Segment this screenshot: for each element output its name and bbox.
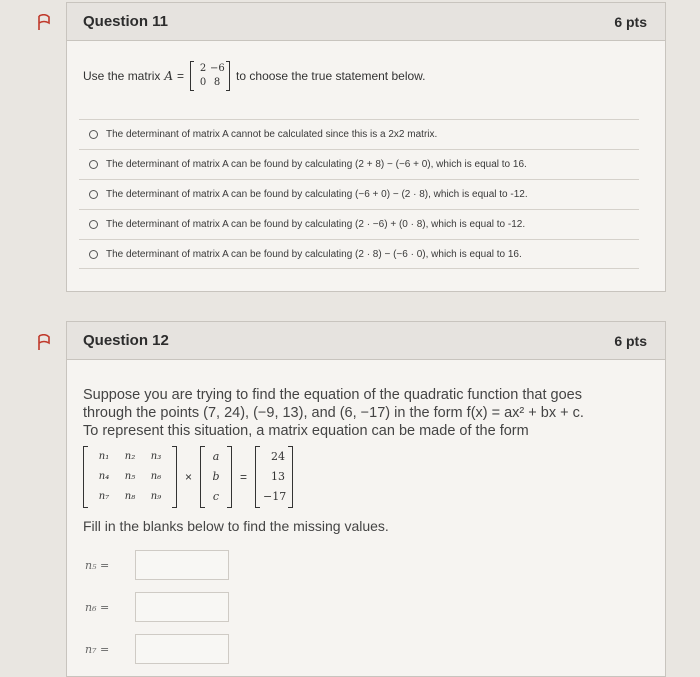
body-line: Suppose you are trying to find the equation of the quadratic function that goes [83, 387, 582, 403]
answer-option[interactable] [79, 149, 639, 179]
option-text: The determinant of matrix A can be found by calculating (2 · 8) − (−6 · 0), which is equal to 16. [106, 248, 522, 260]
vector-entry: −17 [263, 490, 287, 503]
blank-label: n₅ = [85, 558, 110, 572]
result-vector [263, 447, 285, 507]
matrix-equals: = [177, 69, 185, 83]
vector-entry: a [212, 450, 220, 463]
answer-options [79, 119, 639, 269]
radio-button[interactable] [89, 130, 98, 139]
matrix-entry: n₄ [98, 471, 110, 482]
prompt-after: to choose the true statement below. [236, 69, 426, 83]
coefficient-matrix [91, 447, 169, 507]
matrix-equation [83, 446, 293, 508]
matrix-entry: n₇ [98, 491, 110, 502]
flag-question-12-icon[interactable] [36, 334, 52, 352]
n7-input[interactable] [135, 634, 229, 664]
n5-input[interactable] [135, 550, 229, 580]
blank-label: n₆ = [85, 600, 110, 614]
vector-entry: 13 [271, 470, 286, 483]
option-text: The determinant of matrix A can be found by calculating (2 + 8) − (−6 + 0), which is equal to 16. [106, 159, 527, 170]
question-11-card [66, 2, 666, 292]
radio-button[interactable] [89, 250, 98, 259]
radio-button[interactable] [89, 220, 98, 229]
body-line: To represent this situation, a matrix equation can be made of the form [83, 423, 529, 439]
radio-button[interactable] [89, 160, 98, 169]
equals-sign: = [240, 470, 248, 484]
matrix-cell: −6 [210, 63, 225, 74]
matrix-entry: n₁ [98, 451, 110, 462]
question-11-header [67, 3, 665, 41]
option-text: The determinant of matrix A can be found by calculating (2 · −6) + (0 · 8), which is equal to -12. [106, 219, 526, 230]
matrix-a [190, 61, 230, 91]
body-line: through the points (7, 24), (−9, 13), and (6, −17) in the form f(x) = ax² + bx + c. [83, 405, 584, 421]
question-body [83, 386, 643, 440]
option-text: The determinant of matrix A cannot be calculated since this is a 2x2 matrix. [106, 129, 438, 140]
matrix-variable: A [164, 69, 174, 83]
matrix-cell: 2 [199, 63, 207, 74]
times-sign: × [185, 470, 193, 484]
question-points: 6 pts [614, 13, 647, 30]
matrix-entry: n₃ [150, 451, 162, 462]
blank-row-n5 [85, 550, 229, 580]
question-12-header [67, 322, 665, 360]
radio-button[interactable] [89, 190, 98, 199]
option-text: The determinant of matrix A can be found by calculating (−6 + 0) − (2 · 8), which is equal to -12. [106, 189, 528, 200]
matrix-cell: 8 [213, 77, 221, 88]
n6-input[interactable] [135, 592, 229, 622]
question-prompt [83, 61, 426, 91]
blank-row-n6 [85, 592, 229, 622]
prompt-before: Use the matrix [83, 69, 161, 83]
answer-option[interactable] [79, 179, 639, 209]
matrix-entry: n₂ [124, 451, 136, 462]
question-12-card [66, 321, 666, 677]
matrix-entry: n₆ [150, 471, 162, 482]
answer-option[interactable] [79, 119, 639, 149]
vector-entry: c [212, 490, 220, 503]
vector-entry: b [212, 470, 220, 483]
flag-question-11-icon[interactable] [36, 14, 52, 32]
answer-option[interactable] [79, 209, 639, 239]
question-title: Question 12 [83, 332, 169, 349]
question-title: Question 11 [83, 13, 169, 30]
matrix-cell: 0 [199, 77, 207, 88]
blank-row-n7 [85, 634, 229, 664]
answer-option[interactable] [79, 239, 639, 269]
matrix-entry: n₉ [150, 491, 162, 502]
matrix-entry: n₅ [124, 471, 136, 482]
vector-entry: 24 [271, 450, 286, 463]
fill-instruction: Fill in the blanks below to find the missing values. [83, 518, 389, 534]
question-points: 6 pts [614, 332, 647, 349]
matrix-entry: n₈ [124, 491, 136, 502]
blank-label: n₇ = [85, 642, 110, 656]
variable-vector [208, 447, 224, 507]
